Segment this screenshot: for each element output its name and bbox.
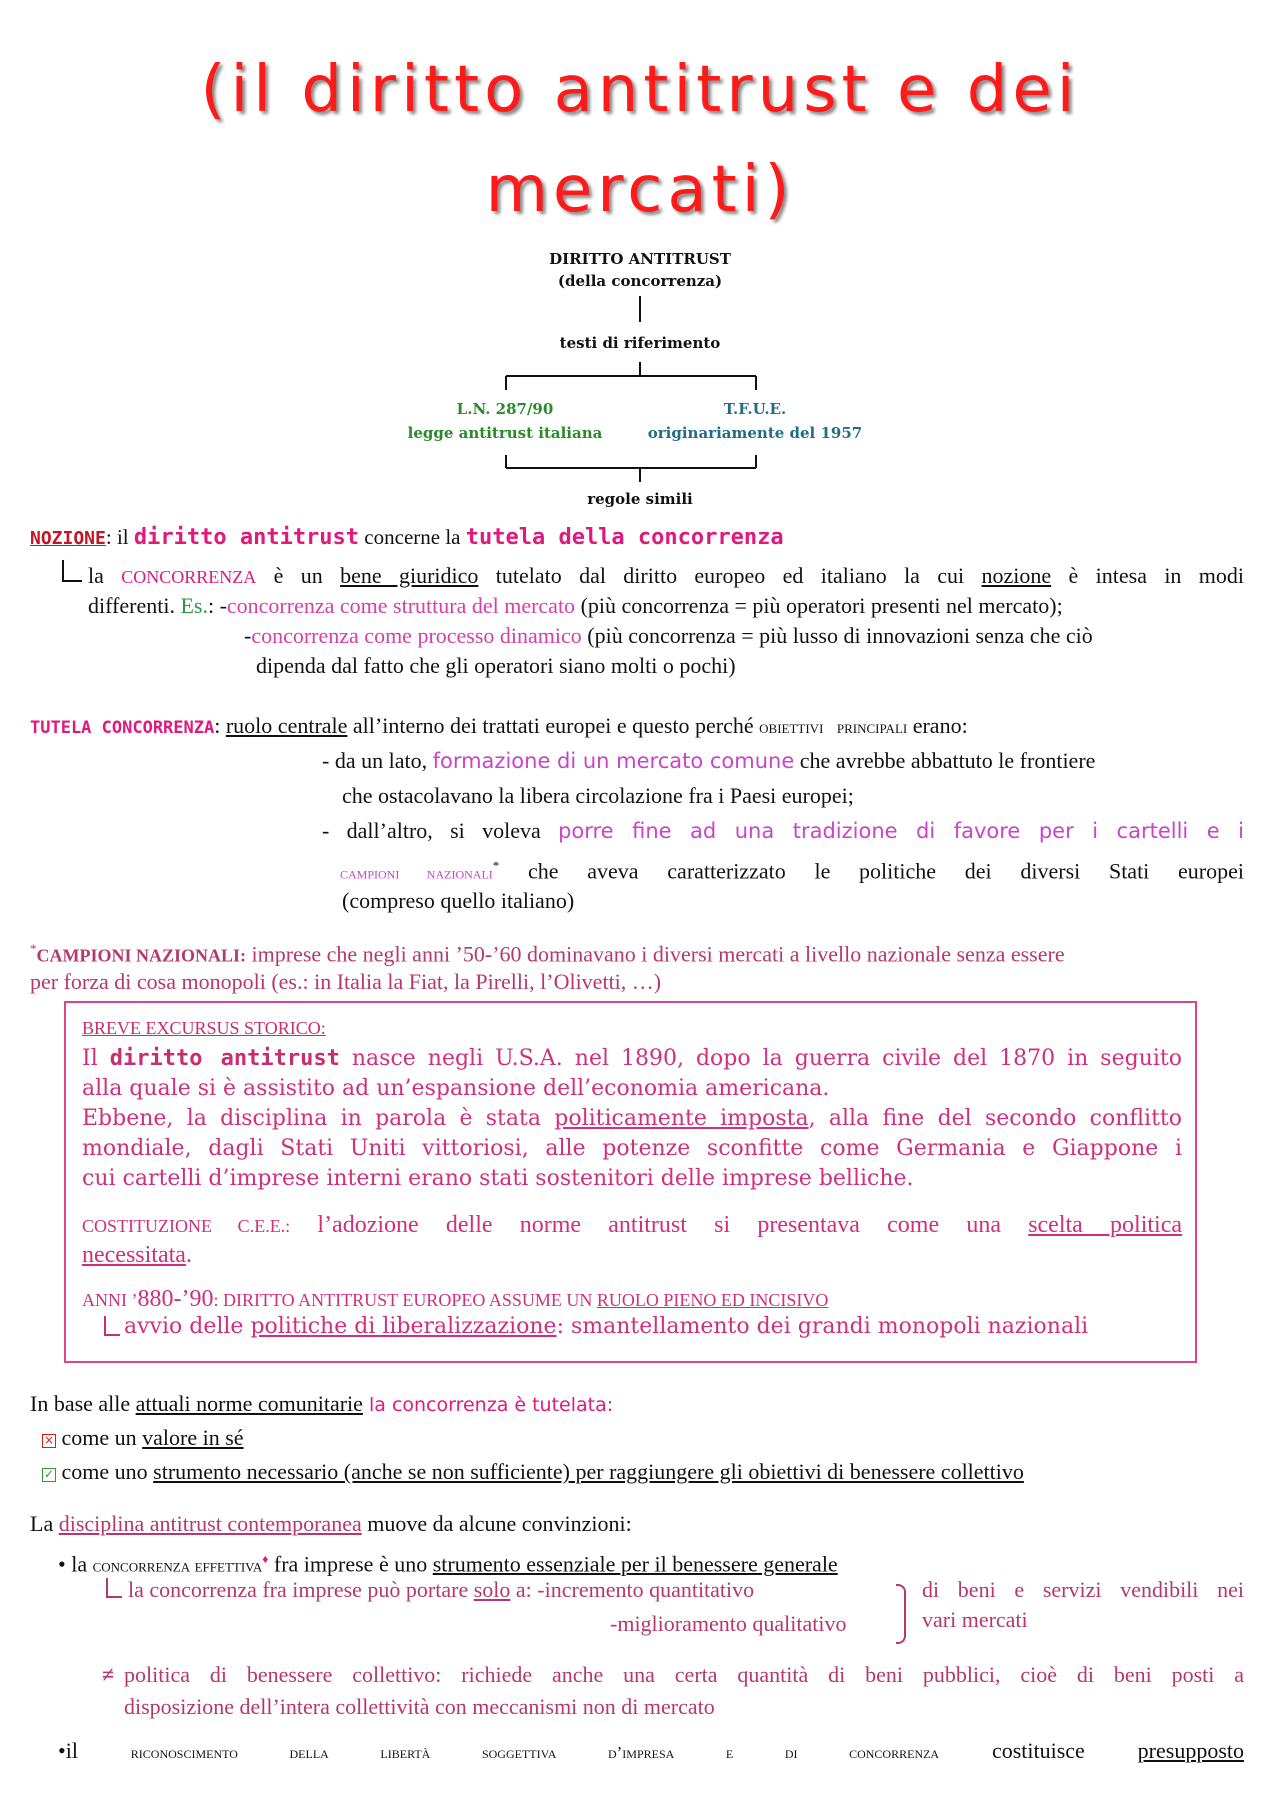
text: Ebbene, la disciplina in parola è stata bbox=[82, 1106, 555, 1131]
bene-giuridico: bene giuridico bbox=[340, 563, 479, 588]
text: muove da alcune convinzioni: bbox=[361, 1511, 632, 1536]
campioni-label: CAMPIONI NAZIONALI: bbox=[36, 945, 247, 966]
nozione-highlight-diritto: diritto antitrust bbox=[133, 525, 360, 550]
text: come uno bbox=[61, 1459, 154, 1484]
title-line-1: (il diritto antitrust e dei bbox=[200, 53, 1080, 127]
scelta-politica: scelta politica bbox=[1028, 1212, 1183, 1238]
text: (più concorrenza = più lusso di innovazioni senza che ciò bbox=[581, 623, 1093, 648]
nozione-label: NOZIONE bbox=[30, 528, 106, 549]
diagram-right-node bbox=[630, 397, 880, 445]
neq-line-1: politica di benessere collettivo: richiede anche una certa quantità di beni pubblici, cioè di beni posti a bbox=[124, 1662, 1244, 1687]
solo: solo bbox=[473, 1577, 511, 1602]
strumento-necessario: strumento necessario (anche se non sufficiente) per raggiungere gli obiettivi di benessere collettivo bbox=[153, 1459, 1024, 1484]
diritto-antitrust-term: diritto antitrust bbox=[109, 1046, 340, 1071]
tutela-bullet-2 bbox=[322, 816, 1244, 846]
text: la concorrenza fra imprese può portare bbox=[128, 1577, 474, 1602]
nozione-highlight-tutela: tutela della concorrenza bbox=[465, 525, 784, 550]
obiettivi-principali: obiettivi principali bbox=[759, 717, 908, 737]
text: a: -incremento quantitativo bbox=[510, 1577, 755, 1602]
diamond-icon: ♦ bbox=[262, 1552, 269, 1566]
footnote-star: * bbox=[492, 858, 500, 873]
nozione-line-4: dipenda dal fatto che gli operatori siano molti o pochi) bbox=[256, 653, 736, 678]
text: : DIRITTO ANTITRUST EUROPEO ASSUME UN bbox=[213, 1290, 597, 1310]
tutela-heading bbox=[30, 711, 968, 743]
text: Il bbox=[82, 1046, 110, 1071]
diagram-bottom: regole simili bbox=[587, 490, 693, 508]
text: - da un lato, bbox=[322, 748, 433, 773]
disciplina-heading bbox=[30, 1509, 632, 1539]
es-label: Es. bbox=[180, 593, 208, 618]
text: , alla fine del secondo conflitto bbox=[808, 1106, 1183, 1131]
anni-label: ANNI ’ bbox=[82, 1290, 138, 1310]
bullet-icon: • bbox=[58, 1738, 66, 1763]
excursus-p2-line-1 bbox=[82, 1104, 1182, 1134]
diagram-left-title: L.N. 287/90 bbox=[456, 400, 554, 418]
diagram-left-node bbox=[380, 397, 630, 445]
text: costituisce bbox=[939, 1738, 1138, 1763]
liberalizzazione: politiche di liberalizzazione bbox=[250, 1314, 557, 1339]
text: : - bbox=[207, 593, 227, 618]
text: - bbox=[244, 623, 252, 648]
diagram-right-title: T.F.U.E. bbox=[723, 400, 787, 418]
text: che avrebbe abbattuto le frontiere bbox=[794, 748, 1096, 773]
text: fra imprese è uno bbox=[268, 1551, 433, 1577]
campioni-note-line-1 bbox=[30, 934, 1065, 970]
politicamente-imposta: politicamente imposta bbox=[554, 1106, 809, 1131]
disciplina-contemporanea: disciplina antitrust contemporanea bbox=[58, 1511, 362, 1536]
norme-comunitarie: attuali norme comunitarie bbox=[135, 1391, 363, 1416]
anni-range: 880-’90 bbox=[137, 1286, 214, 1312]
cartelli-text: porre fine ad una tradizione di favore per i cartelli e i bbox=[558, 819, 1244, 843]
excursus-heading: BREVE EXCURSUS STORICO: bbox=[82, 1018, 326, 1038]
diagram-root-title: DIRITTO ANTITRUST bbox=[549, 250, 731, 268]
excursus-p1-line-2: alla quale si è assistito ad un’espansione dell’economia americana. bbox=[82, 1076, 830, 1101]
tutela-bullet-2-cont bbox=[340, 851, 1244, 888]
tutela-bullet-1-cont: che ostacolavano la libera circolazione fra i Paesi europei; bbox=[342, 783, 854, 808]
tutelata-text: la concorrenza è tutelata: bbox=[362, 1394, 614, 1416]
text: la bbox=[88, 563, 122, 588]
campioni-note-line-2: per forza di cosa monopoli (es.: in Italia la Fiat, la Pirelli, l’Olivetti, …) bbox=[30, 969, 662, 994]
diagram-left-subtitle: legge antitrust italiana bbox=[407, 424, 603, 442]
title-line-2: mercati) bbox=[485, 153, 795, 227]
nozione-term: nozione bbox=[981, 563, 1052, 588]
text: - dall’altro, si voleva bbox=[322, 818, 559, 843]
text: : bbox=[214, 713, 226, 738]
excursus-anni-line bbox=[82, 1284, 828, 1315]
text: l’adozione delle norme antitrust si presentava come una bbox=[290, 1212, 1029, 1238]
text: nasce negli U.S.A. nel 1890, dopo la guerra civile del 1870 in seguito bbox=[339, 1046, 1182, 1071]
riconoscimento-liberta: riconoscimento della libertà soggettiva d’impresa e di concorrenza bbox=[130, 1743, 940, 1762]
diagram-middle: testi di riferimento bbox=[559, 334, 721, 352]
ruolo-pieno: RUOLO PIENO ED INCISIVO bbox=[596, 1290, 829, 1310]
conviction-1-brace-text-2: vari mercati bbox=[922, 1607, 1028, 1632]
ruolo-centrale: ruolo centrale bbox=[225, 713, 348, 738]
text: che aveva caratterizzato le politiche dei diversi Stati europei bbox=[499, 858, 1244, 884]
text: . bbox=[185, 1242, 192, 1268]
tutela-label: TUTELA CONCORRENZA bbox=[30, 718, 215, 738]
nozione-text: : il bbox=[105, 525, 134, 549]
check-checkbox-icon: ✓ bbox=[43, 1467, 55, 1481]
branch-icon bbox=[106, 1578, 122, 1598]
necessitata: necessitata bbox=[82, 1242, 186, 1268]
branch-icon bbox=[62, 560, 82, 582]
excursus-p1-line-1 bbox=[82, 1044, 1182, 1074]
excursus-avvio-line bbox=[124, 1312, 1088, 1342]
branch-icon bbox=[104, 1316, 120, 1336]
base-not-value bbox=[42, 1423, 244, 1453]
nozione-line-3 bbox=[244, 621, 1093, 651]
tutela-bullet-1 bbox=[322, 746, 1095, 776]
nozione-text: concerne la bbox=[359, 525, 466, 549]
excursus-costituzione-line-2 bbox=[82, 1240, 192, 1270]
processo-dinamico: concorrenza come processo dinamico bbox=[251, 623, 582, 648]
strumento-essenziale: strumento essenziale per il benessere generale bbox=[432, 1551, 838, 1577]
nozione-heading bbox=[30, 522, 784, 554]
text: avvio delle bbox=[124, 1314, 251, 1339]
conviction-1-sub-line-1 bbox=[128, 1575, 754, 1605]
text: In base alle bbox=[30, 1391, 136, 1416]
nozione-line-1 bbox=[88, 561, 1244, 592]
diagram-root-subtitle: (della concorrenza) bbox=[557, 272, 723, 290]
nozione-line-2 bbox=[88, 591, 1063, 621]
tutela-bullet-2-end: (compreso quello italiano) bbox=[342, 888, 575, 913]
footnote-star: * bbox=[30, 941, 37, 956]
excursus-costituzione-line-1 bbox=[82, 1210, 1182, 1241]
brace-icon bbox=[896, 1584, 906, 1644]
conviction-1-sub-line-2: -miglioramento qualitativo bbox=[610, 1611, 847, 1636]
conviction-2 bbox=[58, 1736, 1244, 1768]
conviction-1-brace-text-1: di beni e servizi vendibili nei bbox=[922, 1577, 1244, 1602]
text: La bbox=[30, 1511, 59, 1536]
diagram-right-subtitle: originariamente del 1957 bbox=[647, 424, 863, 442]
bullet-icon: • bbox=[58, 1551, 66, 1577]
presupposto: presupposto bbox=[1137, 1738, 1244, 1763]
text: differenti. bbox=[88, 593, 181, 618]
text: imprese che negli anni ’50-’60 dominavano i diversi mercati a livello nazionale senza essere bbox=[246, 941, 1065, 967]
costituzione-label: COSTITUZIONE C.E.E.: bbox=[82, 1216, 291, 1236]
neq-icon: ≠ bbox=[102, 1662, 115, 1687]
concorrenza-effettiva: concorrenza effettiva bbox=[92, 1555, 263, 1576]
cross-checkbox-icon: × bbox=[43, 1433, 55, 1447]
base-yes-tool bbox=[42, 1457, 1024, 1487]
mercato-comune: formazione di un mercato comune bbox=[432, 749, 795, 773]
base-heading bbox=[30, 1389, 613, 1420]
text: tutelato dal diritto europeo ed italiano la cui bbox=[478, 563, 982, 588]
campioni-nazionali-term: campioni nazionali bbox=[340, 863, 493, 883]
text: la bbox=[71, 1551, 93, 1577]
text: erano: bbox=[907, 713, 968, 738]
text: : smantellamento dei grandi monopoli nazionali bbox=[556, 1314, 1089, 1339]
struttura-mercato: concorrenza come struttura del mercato bbox=[226, 593, 576, 618]
neq-line-2: disposizione dell’intera collettività con meccanismi non di mercato bbox=[124, 1694, 715, 1719]
text: (più concorrenza = più operatori presenti nel mercato); bbox=[575, 593, 1063, 618]
valore-in-se: valore in sé bbox=[142, 1425, 244, 1450]
text: è un bbox=[256, 563, 341, 588]
text: come un bbox=[61, 1425, 143, 1450]
concorrenza-term: CONCORRENZA bbox=[121, 567, 257, 587]
text: il bbox=[65, 1738, 131, 1763]
excursus-p2-line-2: mondiale, dagli Stati Uniti vittoriosi, alle potenze sconfitte come Germania e Giappone i bbox=[82, 1136, 1182, 1161]
text: è intesa in modi bbox=[1051, 563, 1245, 588]
excursus-p2-line-3: cui cartelli d’imprese interni erano stati sostenitori delle imprese belliche. bbox=[82, 1166, 914, 1191]
text: all’interno dei trattati europei e questo perché bbox=[347, 713, 760, 738]
